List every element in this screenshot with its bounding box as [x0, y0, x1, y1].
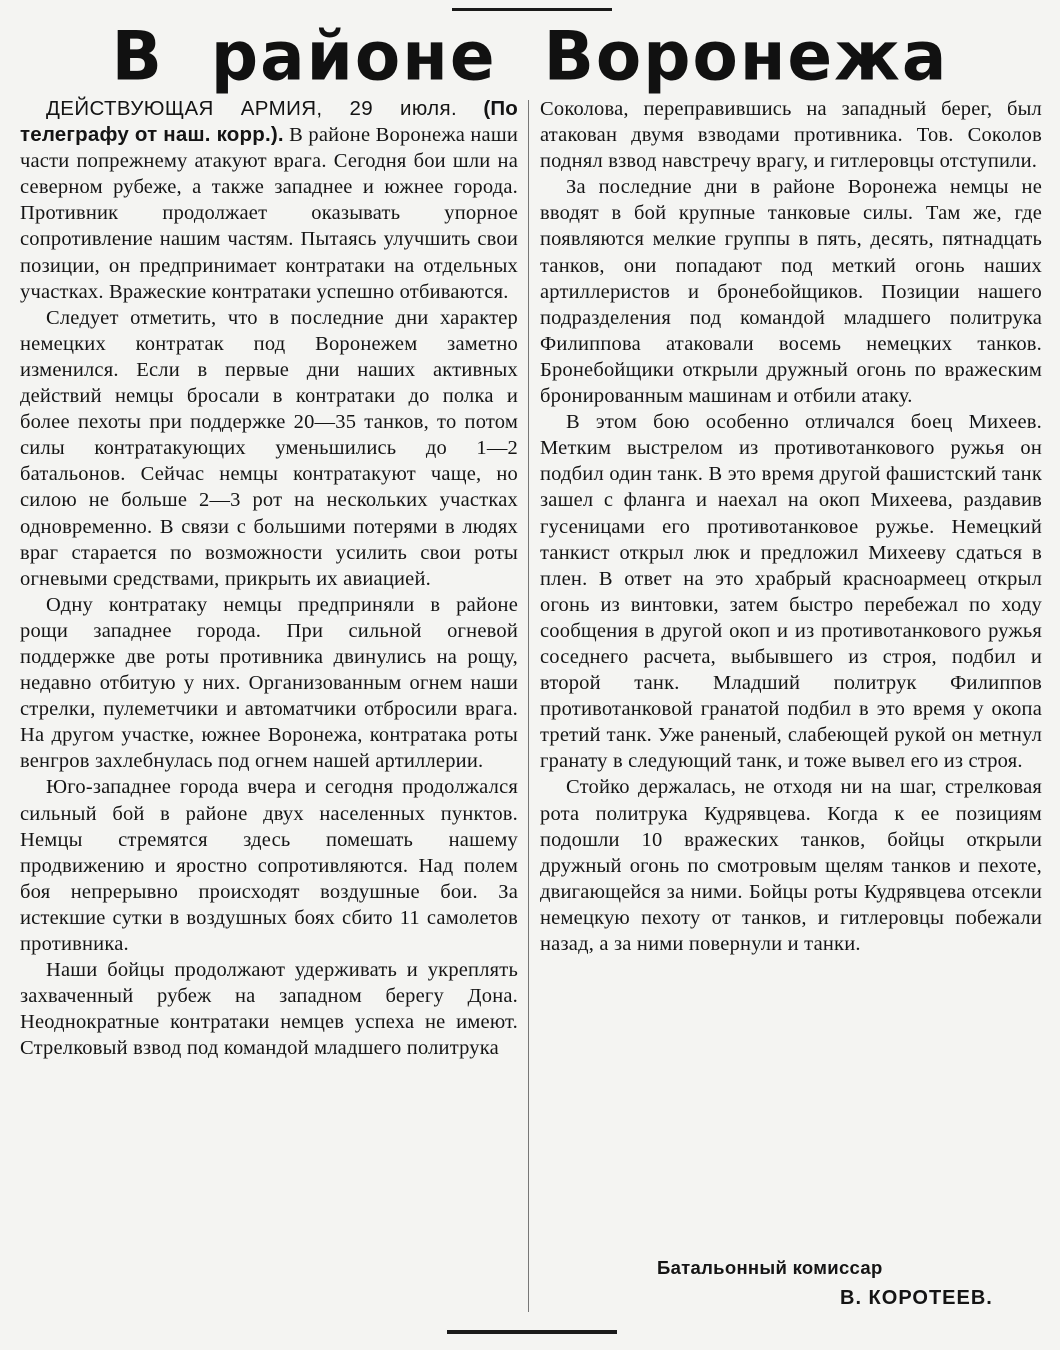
headline: В районе Воронежа [111, 17, 949, 96]
paragraph: В этом бою особенно отличался боец Михеев. Метким выстрелом из противотанкового ружья он подбил один танк. В это время другой фашистский танк зашел с фланга и наехал на окоп Михеева, раздавив гусеницами его противотанковое ружье. Немецкий танкист открыл люк и предложил Михееву сдаться в плен. В ответ на это храбрый красноармеец открыл огонь из винтовки, затем быстро перебежал по ходу сообщения в другой окоп и из противотанкового ружья соседнего расчета, выбывшего из строя, подбил и второй танк. Младший политрук Филиппов противотанковой гранатой подбил в это время у окопа третий танк. Уже раненый, слабеющей рукой он метнул гранату в следующий танк, и тоже вывел его из строя. [540, 411, 1042, 773]
paragraph: Одну контратаку немцы предприняли в районе рощи западнее города. При сильной огневой поддержке две роты противника двинулись на рощу, недавно отбитую у них. Организованным огнем наши стрелки, пулеметчики и автоматчики отбросили врага. На другом участке, южнее Воронежа, контратака роты венгров захлебнулась под огнем нашей артиллерии. [20, 593, 518, 773]
paragraph: Юго-западнее города вчера и сегодня продолжался сильный бой в районе двух населенных пунктов. Немцы стремятся здесь помешать нашему продвижению и яростно сопротивляются. Над полем боя непрерывно происходят воздушные бои. За истекшие сутки в воздушных боях сбито 11 самолетов противника. [20, 776, 518, 955]
lead-text: В районе Воронежа наши части попрежнему атакуют врага. Сегодня бои шли на северном рубеже, а также западнее и южнее города. Противник продолжает оказывать упорное сопротивление нашим частям. Пытаясь улучшить свои позиции, он предпринимает контратаки на отдельных участках. Вражеские контратаки успешно отбиваются. [20, 124, 519, 303]
continuation-paragraph: Соколова, переправившись на западный берег, был атакован двумя взводами противника. Тов. Соколов поднял взвод навстречу врагу, и гитлеровцы отступили. [540, 98, 1042, 173]
paragraph: За последние дни в районе Воронежа немцы не вводят в бой крупные танковые силы. Там же, где появляются мелкие группы в пять, десять, пятнадцать танков, они попадают под меткий огонь наших артиллеристов и бронебойщиков. Позиции нашего подразделения под командой младшего политрука Филиппова атаковали восемь немецких танков. Бронебойщики открыли дружный огонь по вражеским бронированным машинам и отбили атаку. [540, 176, 1042, 408]
top-rule [452, 8, 612, 11]
bottom-rule [447, 1330, 617, 1334]
article-column-left [20, 96, 518, 1061]
lead-paragraph [20, 96, 518, 305]
column-divider [528, 100, 529, 1312]
dateline: ДЕЙСТВУЮЩАЯ АРМИЯ, 29 июля. [46, 97, 458, 120]
signature-title: Батальонный комиссар [657, 1257, 883, 1278]
source-note: (По телеграфу от наш. корр.). [20, 97, 518, 147]
article-column-right [540, 96, 1042, 957]
paragraph: Следует отметить, что в последние дни характер немецких контратак под Воронежем заметно изменился. Если в первые дни наших активных действий немцы бросали в контратаки до полка и более пехоты при поддержке 20—35 танков, то потом силы контратакующих уменьшились до 1—2 батальонов. Сейчас немцы контратакуют чаще, но силою не больше 2—3 рот на нескольких участках одновременно. В связи с большими потерями в людях враг старается по возможности усилить свои роты огневыми средствами, прикрыть их авиацией. [20, 306, 518, 590]
signature-name: В. КОРОТЕЕВ. [840, 1287, 993, 1309]
paragraph: Стойко держалась, не отходя ни на шаг, стрелковая рота политрука Кудрявцева. Когда к ее позициям подошли 10 вражеских танков, бойцы открыли дружный огонь по смотровым щелям танков и пехоте, двигающейся за ними. Бойцы роты Кудрявцева отсекли немецкую пехоту от танков, и гитлеровцы побежали назад, а за ними повернули и танки. [540, 776, 1042, 955]
paragraph: Наши бойцы продолжают удерживать и укреплять захваченный рубеж на западном берегу Дона. Неоднократные контратаки немцев успеха не имеют. Стрелковый взвод под командой младшего политрука [20, 959, 518, 1060]
